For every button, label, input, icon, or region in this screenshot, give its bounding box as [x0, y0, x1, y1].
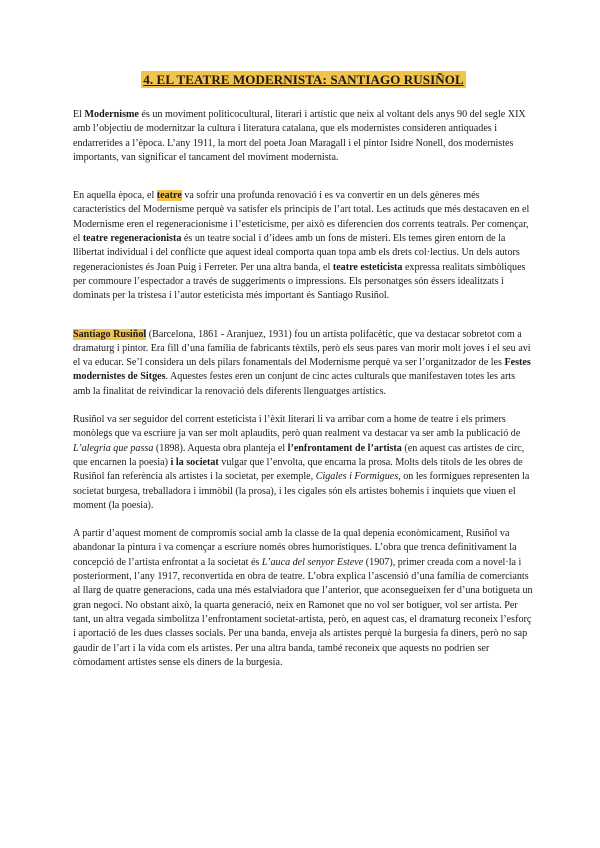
work-cigales-formigues: Cigales i Formigues: [315, 471, 399, 483]
paragraph-auca: A partir d’aquest moment de compromís social amb la classe de la qual depenia econòmicament, Rusiñol va abandonar la pintura i va començar a escriure només obres humorístiques. L’obra que trenca definitivament la concepció de l’artista enfrontat a la societat és L’auca del senyor Esteve (1907), primer creada com a novel·la i posteriorment, l’any 1917, reconvertida en obra de teatre. L’obra explica l’ascensió d’una família de comerciants al llarg de quatre generacions, cada una més estalviadora que l’anterior, que aconsegueixen fer d’una botigueta un gran negoci. No obstant això, la quarta generació, neix en Ramonet que no vol ser botiguer, vol ser artista. Per tant, un altra vegada simbolitza l’enfrontament societat-artista, però, en aquest cas, el dramaturg reconeix l’esforç i aportació de les dues classes socials. Per una banda, enveja als artistes perquè la burgesia fa diners, però no sap gaudir de l’art i la vida com els artistes. Per una altra banda, també reconeix que aquests no podrien ser còmodament artistes sense els diners de la burgesia.: [73, 528, 533, 668]
term-teatre: teatre: [156, 190, 182, 202]
term-teatre-regeneracionista: teatre regeneracionista: [82, 233, 182, 245]
paragraph-teatre: En aquella època, el teatre va sofrir una profunda renovació i es va convertir en un dels gèneres més característics del Modernisme perquè va satisfer els principis de l’art total. Les actituds que més destacaven en el Modernisme eren el regeneracionisme i l’esteticisme, per això es diferencien dos corrents teatrals. Per començar, el teatre regeneracionista és un teatre social i d’idees amb un fons de misteri. Els temes giren entorn de la llibertat individual i del conflicte que aquest ideal comporta quan topa amb els drets col·lectius. Un dels autors regeneracionistes és Joan Puig i Ferreter. Per una altra banda, el teatre esteticista expressa realitats simbòliques per commoure l’espectador a través de suggeriments o impressions. Els personatges són éssers idealitzats i dominats per la tristesa i l’autor esteticista més important és Santiago Rusiñol.: [73, 190, 530, 302]
term-societat: i la societat: [170, 456, 219, 468]
term-modernisme: Modernisme: [84, 109, 139, 120]
name-santiago-rusinol: Santiago Rusiñol: [73, 328, 147, 340]
work-auca-senyor-esteve: L’auca del senyor Esteve: [261, 556, 364, 568]
paragraph-esteticisme: Rusiñol va ser seguidor del corrent esteticista i l’èxit literari li va arribar com a home de teatre i els primers monòlegs que va escriure ja van ser molt aplaudits, però quan realment va destacar va ser amb la publicació de L’alegria que passa (1898). Aquesta obra planteja el l’enfrontament de l’artista (en aquest cas artistes de circ, que encarnen la poesia) i la societat vulgar que l’envolta, que encarna la prosa. Molts dels títols de les obres de Rusiñol fan referència als artistes i la societat, per exemple, Cigales i Formigues, on les formigues representen la societat burgesa, treballadora i immòbil (la prosa), i les cigales són els artistes bohemis i inquiets que viuen el moment (la poesia).: [73, 414, 530, 511]
title-highlight: 4. EL TEATRE MODERNISTA: SANTIAGO RUSIÑOL: [143, 72, 464, 87]
paragraph-rusinol-bio: Santiago Rusiñol (Barcelona, 1861 - Aranjuez, 1931) fou un artista polifacètic, que va destacar sobretot com a dramaturg i pintor. Era fill d’una família de fabricants tèxtils, però els seus pares van morir molt joves i el seu avi el va educar. Se’l considera un dels pilars fonamentals del Modernisme perquè va ser l’organitzador de les Festes modernistes de Sitges. Aquestes festes eren un conjunt de cinc actes culturals que manifestaven totes les arts amb la finalitat de reivindicar la renovació dels diferents llenguatges artístics.: [73, 328, 531, 397]
term-teatre-esteticista: teatre esteticista: [332, 261, 403, 273]
term-festes-modernistes: Festes modernistes de Sitges: [73, 357, 531, 383]
work-alegria-que-passa: L’alegria que passa: [73, 442, 154, 454]
paragraph-modernisme: El Modernisme és un moviment politicocultural, literari i artístic que neix al voltant dels anys 90 del segle XIX amb l’objectiu de modernitzar la cultura i literatura catalana, que els modernistes consideren antiquades i endarrerides a l’època. L’any 1911, la mort del poeta Joan Maragall i el pintor Isidre Nonell, dos modernistes importants, van significar el tancament del moviment modernista.: [73, 109, 526, 163]
term-enfrontament-artista: l’enfrontament de l’artista: [287, 442, 402, 454]
page-title: [73, 72, 534, 88]
